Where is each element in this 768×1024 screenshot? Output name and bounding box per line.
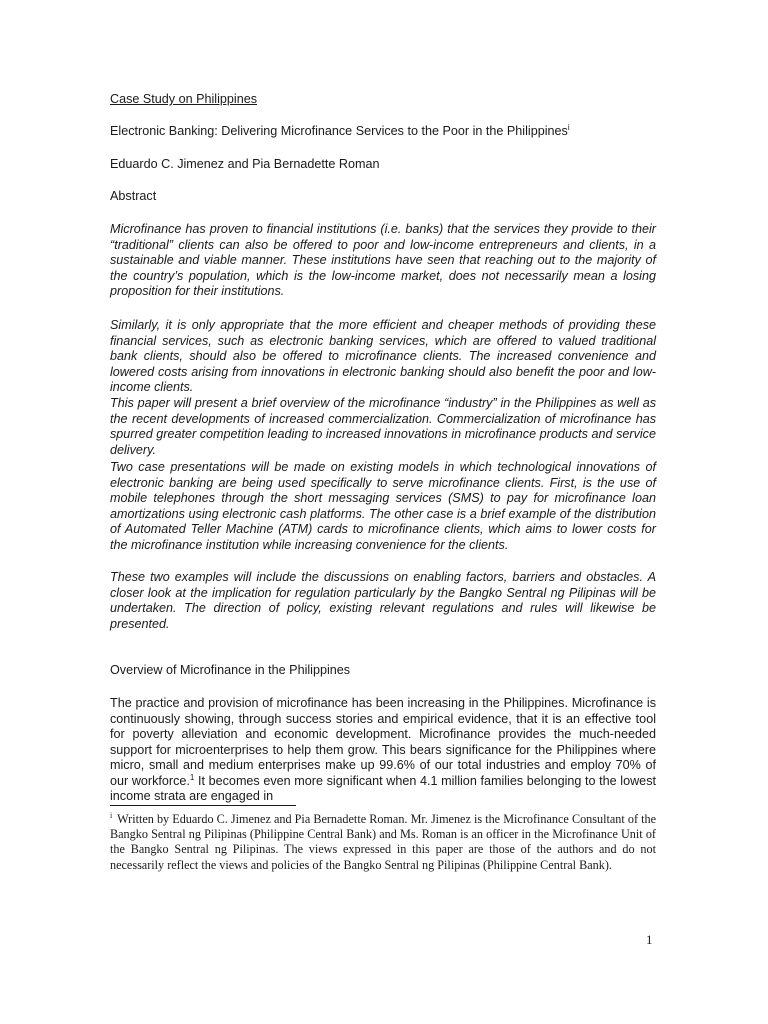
title-footnote-marker: i	[567, 123, 570, 132]
footnote-divider	[110, 805, 296, 806]
abstract-paragraph-1: Microfinance has proven to financial institutions (i.e. banks) that the services they provide to their “traditional” clients can also be offered to poor and low-income entrepreneurs and clients, in a sustainable and viable manner. These institutions have seen that reaching out to the majority of the country’s population, which is the low-income market, does not necessarily mean a losing proposition for their institutions.	[110, 222, 656, 298]
abstract-paragraph-5: These two examples will include the discussions on enabling factors, barriers and obstacles. A closer look at the implication for regulation particularly by the Bangko Sentral ng Pilipinas will be undertaken. The direction of policy, existing relevant regulations and rules will likewise be presented.	[110, 570, 656, 631]
paper-title-text: Electronic Banking: Delivering Microfinance Services to the Poor in the Philippines	[110, 124, 568, 138]
section-paragraph-text-2: It becomes even more significant when 4.1 million families belonging to the lowest income strata are engaged in	[110, 773, 656, 803]
abstract-paragraph-2: Similarly, it is only appropriate that the more efficient and cheaper methods of providing these financial services, such as electronic banking services, which are offered to valued traditional bank clients, should also be offered to microfinance clients. The increased convenience and lowered costs arising from innovations in electronic banking should also benefit the poor and low-income clients.	[110, 318, 656, 394]
abstract-heading: Abstract	[110, 189, 157, 203]
footnote	[110, 812, 656, 873]
section-paragraph-text-1: The practice and provision of microfinance has been increasing in the Philippines. Microfinance is continuously showing, through success stories and empirical evidence, that it is an effective tool for poverty alleviation and economic development. Microfinance provides the much-needed support for microenterprises to help them grow. This bears significance for the Philippines where micro, small and medium enterprises make up 99.6% of our total industries and employ 70% of our workforce.	[110, 696, 656, 788]
case-study-title: Case Study on Philippines	[110, 92, 258, 106]
authors: Eduardo C. Jimenez and Pia Bernadette Roman	[110, 157, 380, 171]
abstract-paragraph-3: This paper will present a brief overview of the microfinance “industry” in the Philippines as well as the recent developments of increased commercialization. Commercialization of microfinance has spurred greater competition leading to increased innovations in microfinance products and service delivery.	[110, 396, 656, 457]
page-number: 1	[646, 932, 653, 947]
paper-title	[110, 124, 670, 140]
footnote-marker: i	[110, 811, 113, 820]
footnote-reference-1: 1	[189, 772, 195, 782]
section-heading: Overview of Microfinance in the Philippines	[110, 663, 351, 677]
abstract-paragraph-4: Two case presentations will be made on existing models in which technological innovations of electronic banking are being used specifically to serve microfinance clients. First, is the use of mobile telephones through the short messaging services (SMS) to pay for microfinance loan amortizations using electronic cash platforms. The other case is a brief example of the distribution of Automated Teller Machine (ATM) cards to microfinance clients, which aims to lower costs for the microfinance institution while increasing convenience for the clients.	[110, 460, 656, 552]
section-paragraph	[110, 696, 656, 805]
footnote-text: Written by Eduardo C. Jimenez and Pia Bernadette Roman. Mr. Jimenez is the Microfinance Consultant of the Bangko Sentral ng Pilipinas (Philippine Central Bank) and Ms. Roman is an officer in the Microfinance Unit of the Bangko Sentral ng Pilipinas. The views expressed in this paper are those of the authors and do not necessarily reflect the views and policies of the Bangko Sentral ng Pilipinas (Philippine Central Bank).	[110, 812, 656, 872]
